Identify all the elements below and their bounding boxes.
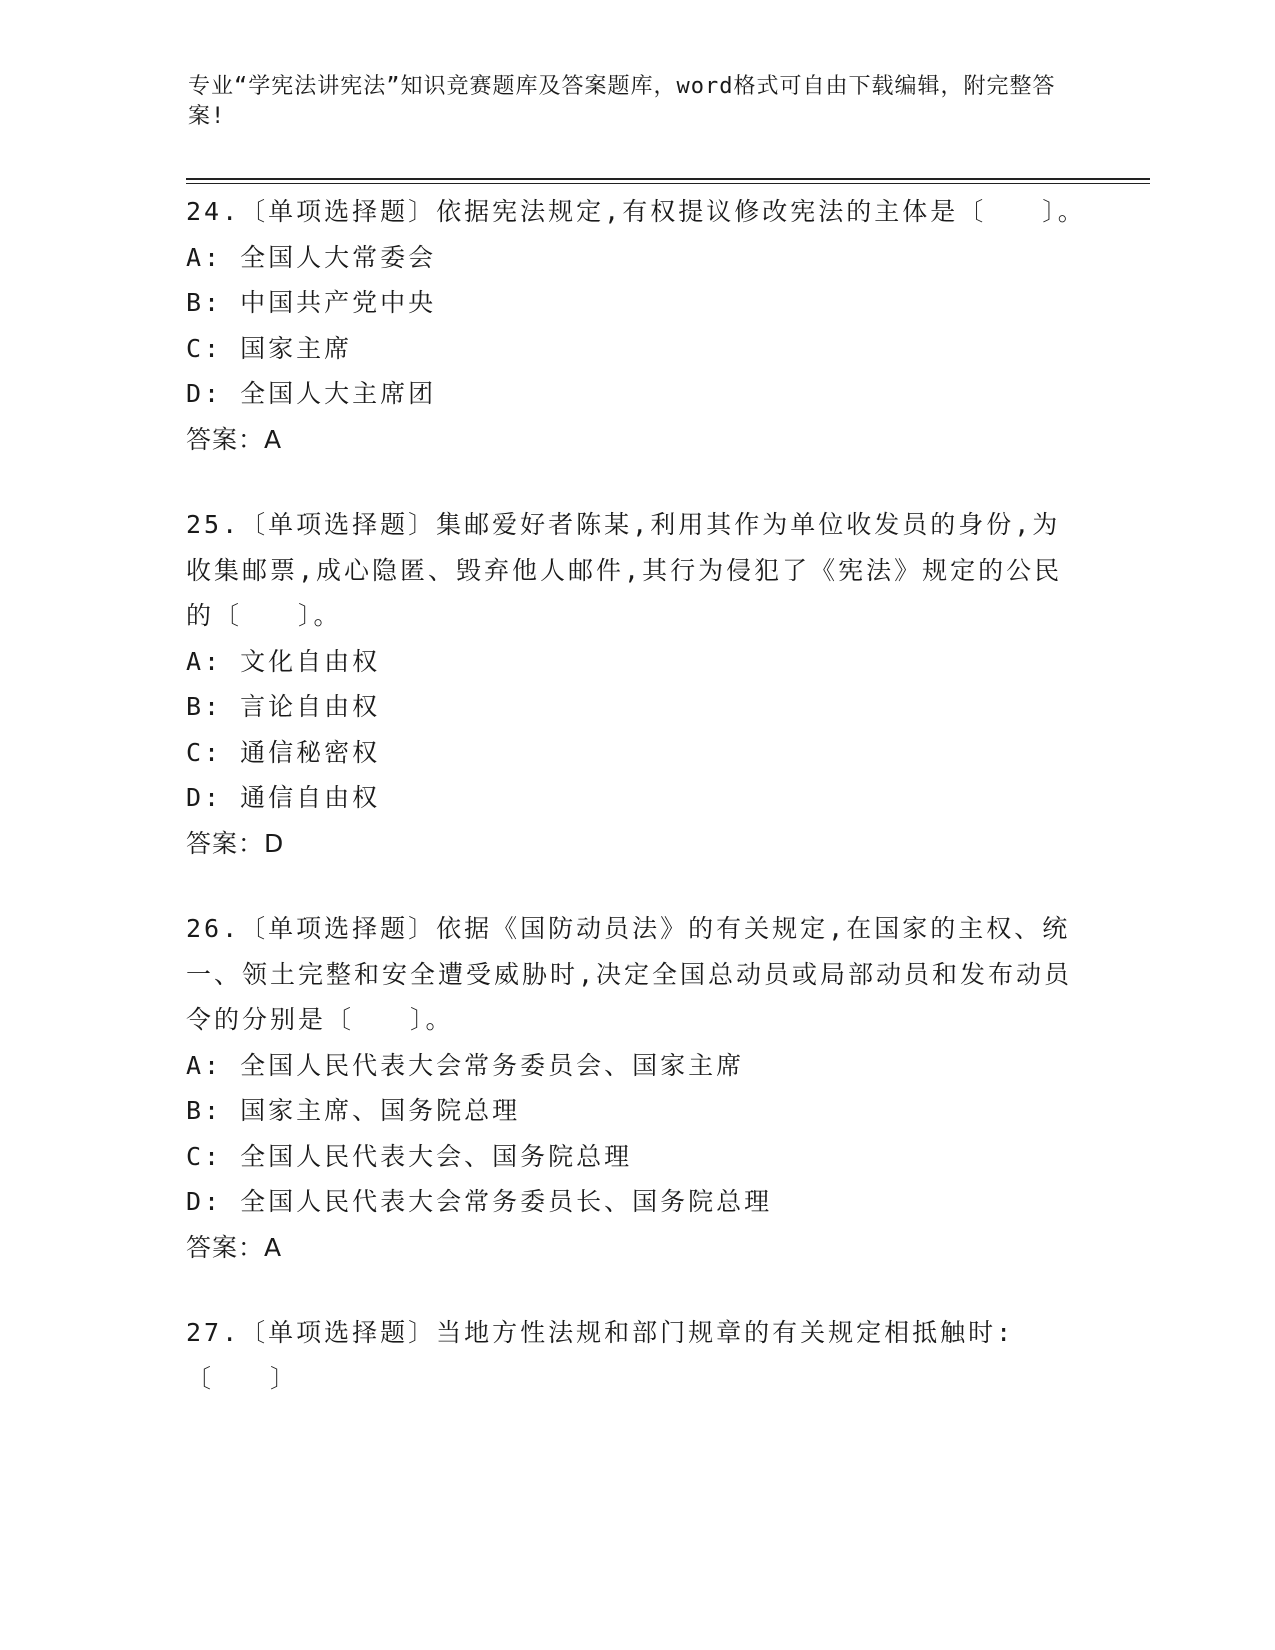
option-c: C: 通信秘密权 bbox=[186, 737, 381, 767]
option-c: C: 全国人民代表大会、国务院总理 bbox=[186, 1141, 633, 1171]
header-divider-thick bbox=[186, 178, 1150, 180]
option-b: B: 国家主席、国务院总理 bbox=[186, 1096, 521, 1125]
question-25 bbox=[186, 502, 1086, 866]
option-a: A: 全国人大常委会 bbox=[186, 242, 437, 272]
option-a: A: 文化自由权 bbox=[186, 646, 381, 676]
question-list bbox=[186, 189, 1086, 1441]
question-26 bbox=[186, 906, 1086, 1270]
question-text: 25.〔单项选择题〕集邮爱好者陈某,利用其作为单位收发员的身份,为收集邮票,成心隐匿、毁弃他人邮件,其行为侵犯了《宪法》规定的公民的〔 〕。 bbox=[186, 510, 1063, 630]
question-27 bbox=[186, 1310, 1086, 1401]
option-b: B: 言论自由权 bbox=[186, 692, 381, 721]
question-24 bbox=[186, 189, 1086, 462]
question-text: 24.〔单项选择题〕依据宪法规定,有权提议修改宪法的主体是〔 〕。 bbox=[186, 197, 1086, 226]
answer-text: 答案：D bbox=[186, 828, 285, 858]
question-text: 26.〔单项选择题〕依据《国防动员法》的有关规定,在国家的主权、统一、领土完整和安全遭受威胁时,决定全国总动员或局部动员和发布动员令的分别是〔 〕。 bbox=[186, 914, 1073, 1034]
header-divider-thin bbox=[186, 183, 1150, 184]
option-a: A: 全国人民代表大会常务委员会、国家主席 bbox=[186, 1050, 745, 1080]
option-b: B: 中国共产党中央 bbox=[186, 288, 437, 317]
document-header: 专业“学宪法讲宪法”知识竞赛题库及答案题库，word格式可自由下载编辑，附完整答案! bbox=[188, 74, 1056, 129]
answer-text: 答案：A bbox=[186, 424, 283, 454]
answer-text: 答案：A bbox=[186, 1232, 283, 1262]
option-d: D: 全国人大主席团 bbox=[186, 379, 437, 408]
option-c: C: 国家主席 bbox=[186, 333, 353, 363]
option-d: D: 全国人民代表大会常务委员长、国务院总理 bbox=[186, 1187, 773, 1216]
option-d: D: 通信自由权 bbox=[186, 783, 381, 812]
question-text: 27.〔单项选择题〕当地方性法规和部门规章的有关规定相抵触时:〔 〕 bbox=[186, 1318, 1015, 1393]
